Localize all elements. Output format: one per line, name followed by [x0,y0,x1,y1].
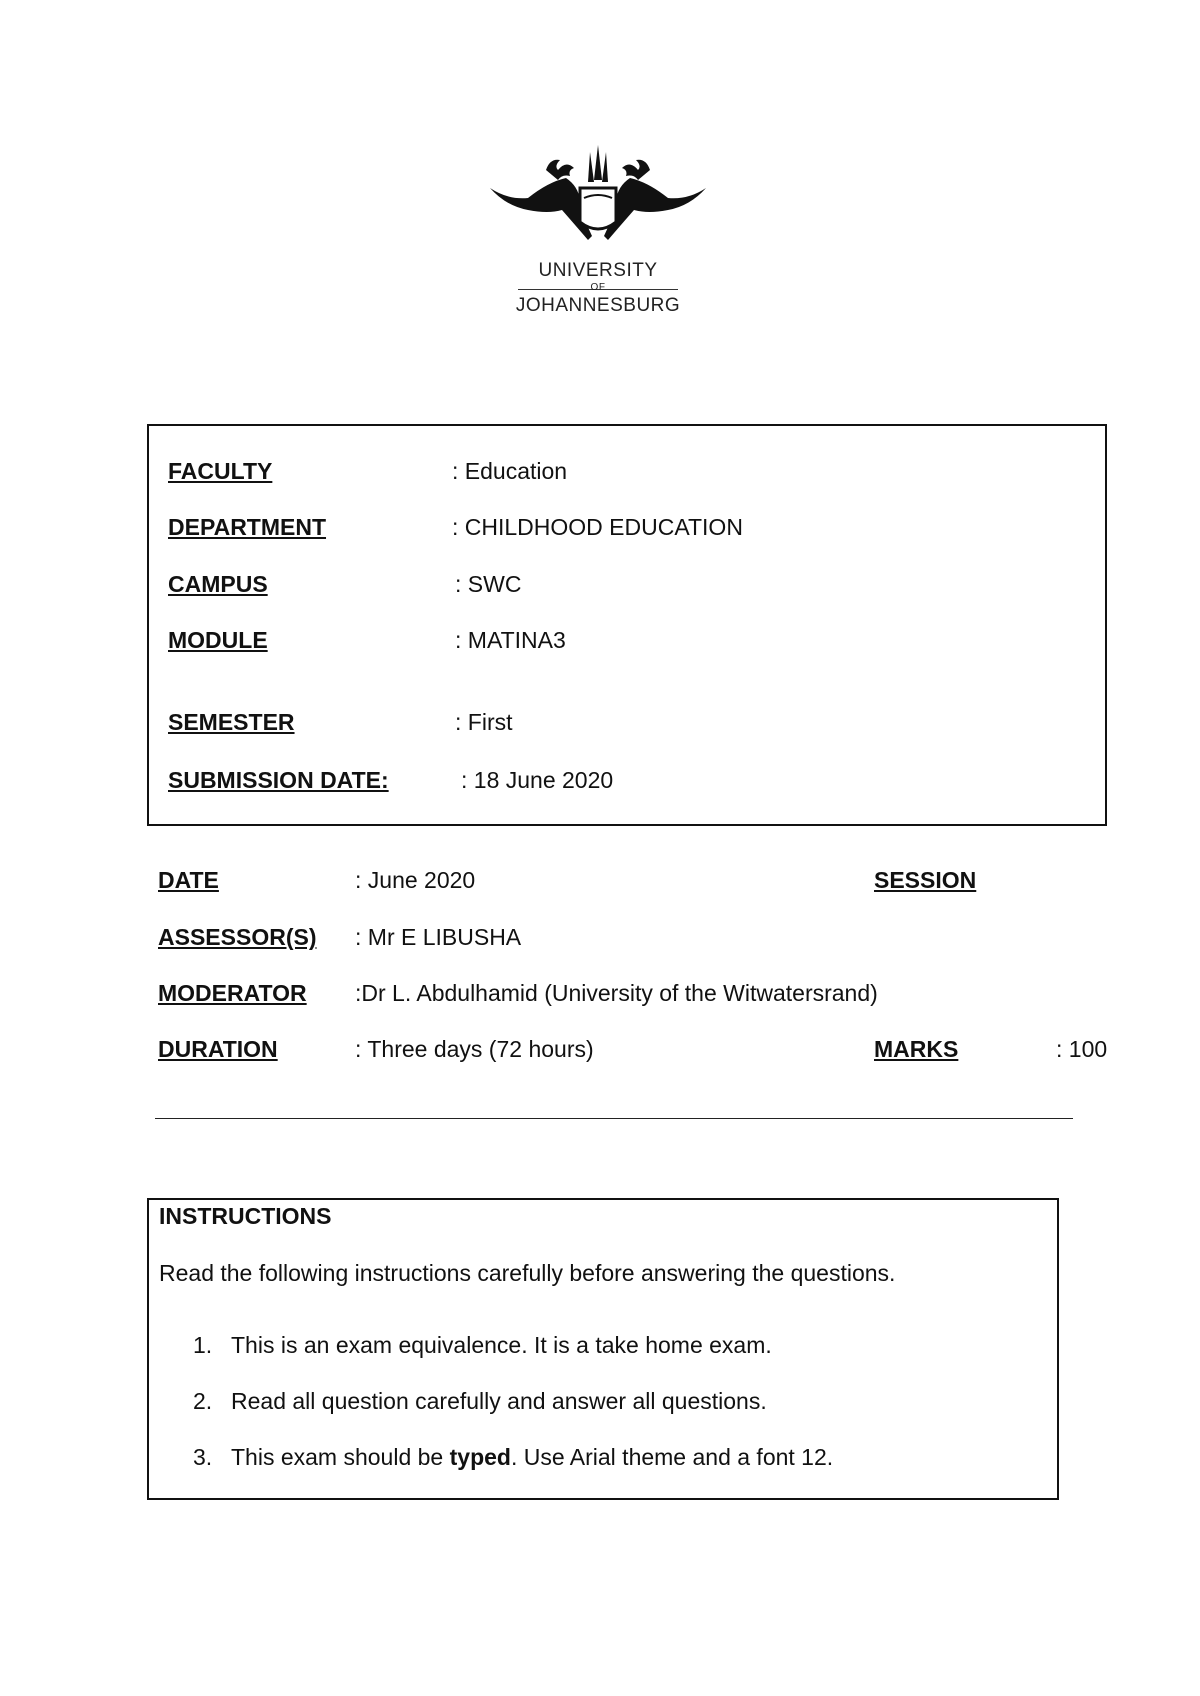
marks-value: : 100 [1056,1036,1108,1062]
duration-value: : Three days (72 hours) [355,1036,594,1062]
module-value: : MATINA3 [455,627,566,653]
semester-value: : First [455,709,513,735]
submission-date-label: SUBMISSION DATE: [168,767,389,793]
instruction-number: 2. [193,1388,213,1414]
instruction-item: Read all question carefully and answer all questions. [231,1388,767,1414]
duration-label: DURATION [158,1036,278,1062]
assessor-value: : Mr E LIBUSHA [355,924,522,950]
date-value: : June 2020 [355,867,476,893]
marks-label: MARKS [874,1036,959,1062]
faculty-label: FACULTY [168,458,273,484]
instruction-item: This is an exam equivalence. It is a take home exam. [231,1332,772,1358]
instructions-title: INSTRUCTIONS [159,1203,332,1229]
university-crest-icon [488,140,708,250]
semester-label: SEMESTER [168,709,295,735]
department-label: DEPARTMENT [168,514,327,540]
instruction-number: 3. [193,1444,213,1470]
moderator-value: :Dr L. Abdulhamid (University of the Witwatersrand) [355,980,878,1006]
campus-label: CAMPUS [168,571,268,597]
assessor-label: ASSESSOR(S) [158,924,317,950]
instruction-number: 1. [193,1332,213,1358]
submission-date-value: : 18 June 2020 [461,767,614,793]
university-logo [488,140,708,320]
instruction-text-bold: typed [449,1444,511,1470]
logo-line-johannesburg: JOHANNESBURG [515,295,681,316]
moderator-label: MODERATOR [158,980,307,1006]
session-label: SESSION [874,867,977,893]
instruction-text-pre: This exam should be [231,1444,450,1470]
instructions-intro: Read the following instructions carefully before answering the questions. [159,1260,896,1286]
date-label: DATE [158,867,219,893]
logo-line-university: UNIVERSITY [538,260,658,281]
module-label: MODULE [168,627,268,653]
instruction-item [231,1443,833,1471]
instruction-text-post: . Use Arial theme and a font 12. [510,1444,834,1470]
department-value: : CHILDHOOD EDUCATION [452,514,743,540]
faculty-value: : Education [452,458,568,484]
logo-line-of: OF [590,282,606,293]
section-divider [155,1118,1073,1119]
campus-value: : SWC [455,571,522,597]
